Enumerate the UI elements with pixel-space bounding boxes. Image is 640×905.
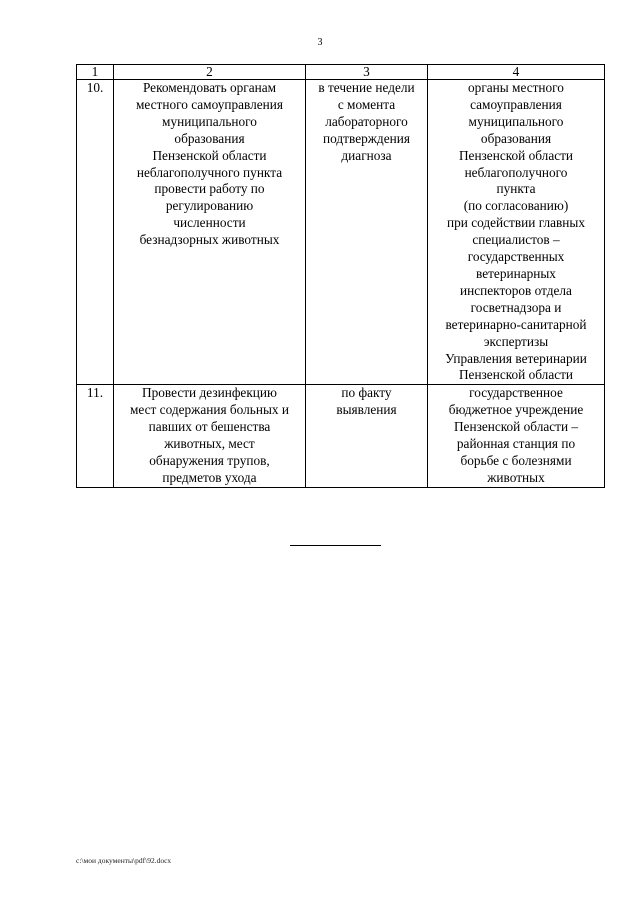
header-cell-col-4: 4 [428,65,605,80]
responsible-cell: органы местного самоуправления муниципального образования Пензенской области неблагополучного пункта (по согласованию) при содействии главных специалистов – государственных ветеринарных инспекторов отдела госветнадзора и ветеринарно-санитарной экспертизы Управления ветеринарии Пензенской области [428,80,605,385]
responsible-cell: государственное бюджетное учреждение Пензенской области – районная станция по борьбе с болезнями животных [428,385,605,487]
table-row [77,385,605,487]
footer-file-path: c:\мои документы\pdf\92.docx [76,856,172,865]
header-cell-col-3: 3 [306,65,428,80]
action-cell: Провести дезинфекцию мест содержания больных и павших от бешенства животных, мест обнаружения трупов, предметов ухода [114,385,306,487]
measures-table [76,64,605,488]
action-cell: Рекомендовать органам местного самоуправления муниципального образования Пензенской области неблагополучного пункта провести работу по регулированию численности безнадзорных животных [114,80,306,385]
term-cell: в течение недели с момента лабораторного подтверждения диагноза [306,80,428,385]
row-number-cell: 11. [77,385,114,487]
end-separator-line [290,545,381,546]
row-number-cell: 10. [77,80,114,385]
term-cell: по факту выявления [306,385,428,487]
header-cell-col-2: 2 [114,65,306,80]
header-cell-col-1: 1 [77,65,114,80]
table-row [77,80,605,385]
table-header-row [77,65,605,80]
page-number: 3 [317,37,323,48]
